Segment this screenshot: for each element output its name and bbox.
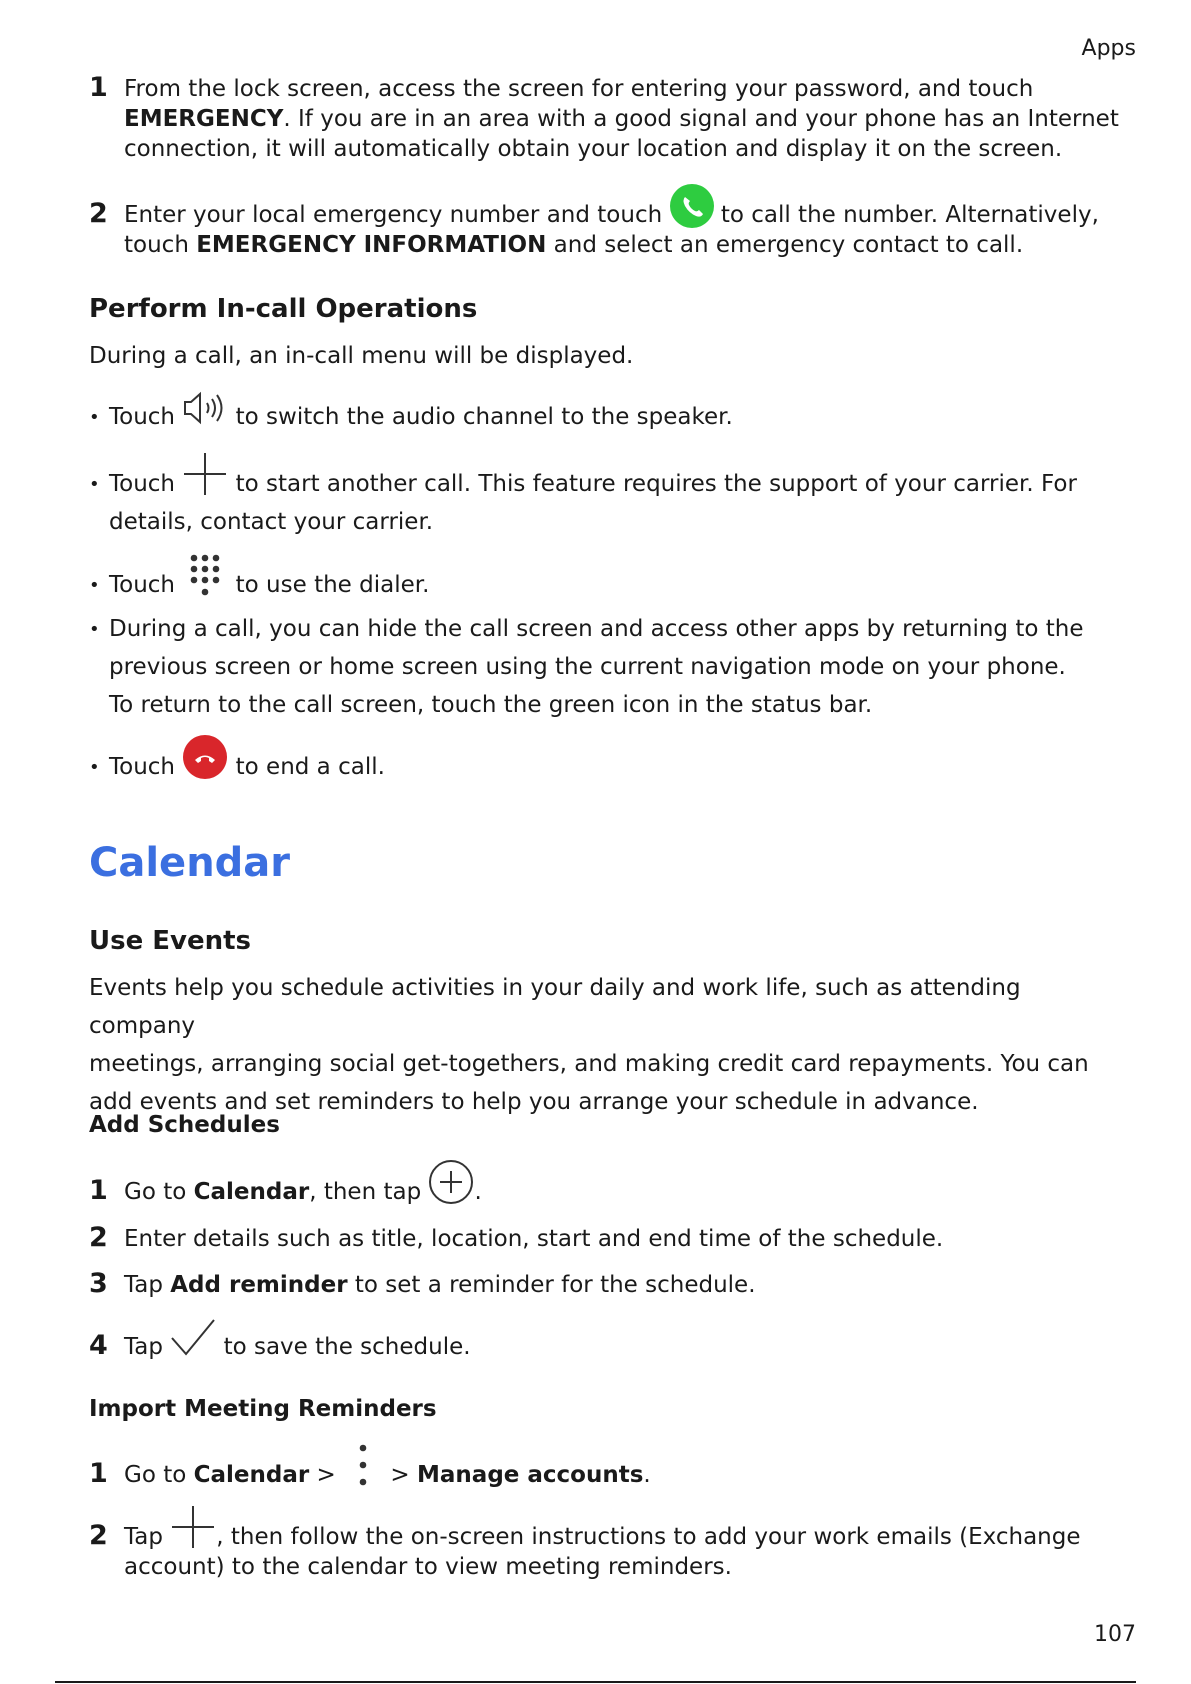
text: to call the number. Alternatively, <box>720 202 1099 228</box>
bullet: • <box>89 619 100 640</box>
step-line <box>124 104 1144 134</box>
step-number: 2 <box>89 1222 108 1253</box>
para-line: meetings, arranging social get-togethers, and making credit card repayments. You can <box>89 1051 1089 1077</box>
step-line: From the lock screen, access the screen for entering your password, and touch <box>124 76 1034 102</box>
text: Tap <box>124 1524 163 1550</box>
text: Tap <box>124 1334 163 1360</box>
step-number: 2 <box>89 198 108 229</box>
subsection-heading: Add Schedules <box>89 1112 280 1138</box>
text: to use the dialer. <box>235 572 430 598</box>
section-heading: Perform In-call Operations <box>89 294 478 324</box>
text: to end a call. <box>235 754 385 780</box>
step-line: account) to the calendar to view meeting reminders. <box>124 1554 732 1580</box>
step-text <box>124 1332 1144 1362</box>
chapter-title: Calendar <box>89 840 291 886</box>
text: , then tap <box>309 1179 422 1205</box>
step-text <box>124 74 1144 164</box>
bold-term: Calendar <box>193 1179 310 1205</box>
step-text <box>124 1270 1144 1300</box>
step-number: 2 <box>89 1520 108 1551</box>
bold-term: EMERGENCY INFORMATION <box>196 232 547 258</box>
step-number: 1 <box>89 1458 108 1489</box>
text: Touch <box>109 572 176 598</box>
step-text <box>124 1177 1144 1207</box>
list-item <box>109 748 1109 786</box>
text: , then follow the on-screen instructions to add your work emails (Exchange <box>216 1524 1081 1550</box>
intro-text: During a call, an in-call menu will be displayed. <box>89 343 634 369</box>
list-line <box>109 465 1109 503</box>
plus-icon <box>170 1504 216 1550</box>
bullet: • <box>89 757 100 778</box>
text: Touch <box>109 404 176 430</box>
text: Go to <box>124 1462 194 1488</box>
bold-term: EMERGENCY <box>124 106 284 132</box>
bold-term: Calendar <box>193 1462 310 1488</box>
subsection-heading: Import Meeting Reminders <box>89 1396 437 1422</box>
text: Touch <box>109 754 176 780</box>
step-number: 3 <box>89 1268 108 1299</box>
text: Go to <box>124 1179 194 1205</box>
dialer-icon <box>182 552 228 598</box>
text: Touch <box>109 471 176 497</box>
step-line <box>124 230 1144 260</box>
text: to save the schedule. <box>223 1334 471 1360</box>
text: Tap <box>124 1272 171 1298</box>
step-text: Enter details such as title, location, start and end time of the schedule. <box>124 1226 944 1252</box>
call-icon <box>670 184 714 228</box>
text: > <box>390 1462 418 1488</box>
list-item <box>109 465 1109 541</box>
footer-rule <box>55 1681 1136 1683</box>
step-number: 1 <box>89 72 108 103</box>
bold-term: Manage accounts <box>417 1462 644 1488</box>
list-line: details, contact your carrier. <box>109 509 434 535</box>
check-icon <box>170 1318 216 1358</box>
header-section: Apps <box>1081 36 1136 61</box>
list-item <box>109 610 1109 724</box>
step-line <box>124 200 1144 230</box>
text: . If you are in an area with a good signal and your phone has an Internet <box>283 106 1119 132</box>
more-vertical-icon <box>343 1442 383 1488</box>
step-number: 1 <box>89 1175 108 1206</box>
text: touch <box>124 232 197 258</box>
list-item <box>109 566 1109 604</box>
bold-term: Add reminder <box>170 1272 348 1298</box>
text: to switch the audio channel to the speaker. <box>235 404 733 430</box>
bullet: • <box>89 575 100 596</box>
text: to set a reminder for the schedule. <box>347 1272 756 1298</box>
list-line: To return to the call screen, touch the green icon in the status bar. <box>109 692 873 718</box>
list-line: During a call, you can hide the call screen and access other apps by returning to the <box>109 616 1084 642</box>
text: and select an emergency contact to call. <box>546 232 1024 258</box>
text: to start another call. This feature requires the support of your carrier. For <box>235 471 1077 497</box>
text: . <box>643 1462 651 1488</box>
step-text <box>124 200 1144 260</box>
speaker-icon <box>182 391 228 425</box>
step-text <box>124 1522 1144 1582</box>
para-line: add events and set reminders to help you arrange your schedule in advance. <box>89 1089 979 1115</box>
bullet: • <box>89 407 100 428</box>
step-line: connection, it will automatically obtain your location and display it on the screen. <box>124 136 1063 162</box>
list-item <box>109 398 1109 436</box>
add-circle-icon <box>428 1159 474 1205</box>
add-call-icon <box>182 451 228 497</box>
text: > <box>309 1462 336 1488</box>
step-text <box>124 1460 1144 1490</box>
page-number: 107 <box>1094 1622 1136 1647</box>
paragraph <box>89 969 1099 1121</box>
para-line: Events help you schedule activities in your daily and work life, such as attending company <box>89 975 1021 1039</box>
text: Enter your local emergency number and touch <box>124 202 663 228</box>
list-line: previous screen or home screen using the current navigation mode on your phone. <box>109 654 1066 680</box>
end-call-icon <box>182 734 228 780</box>
step-line <box>124 1522 1144 1552</box>
section-heading: Use Events <box>89 926 252 956</box>
bullet: • <box>89 474 100 495</box>
text: . <box>474 1179 482 1205</box>
step-number: 4 <box>89 1330 108 1361</box>
